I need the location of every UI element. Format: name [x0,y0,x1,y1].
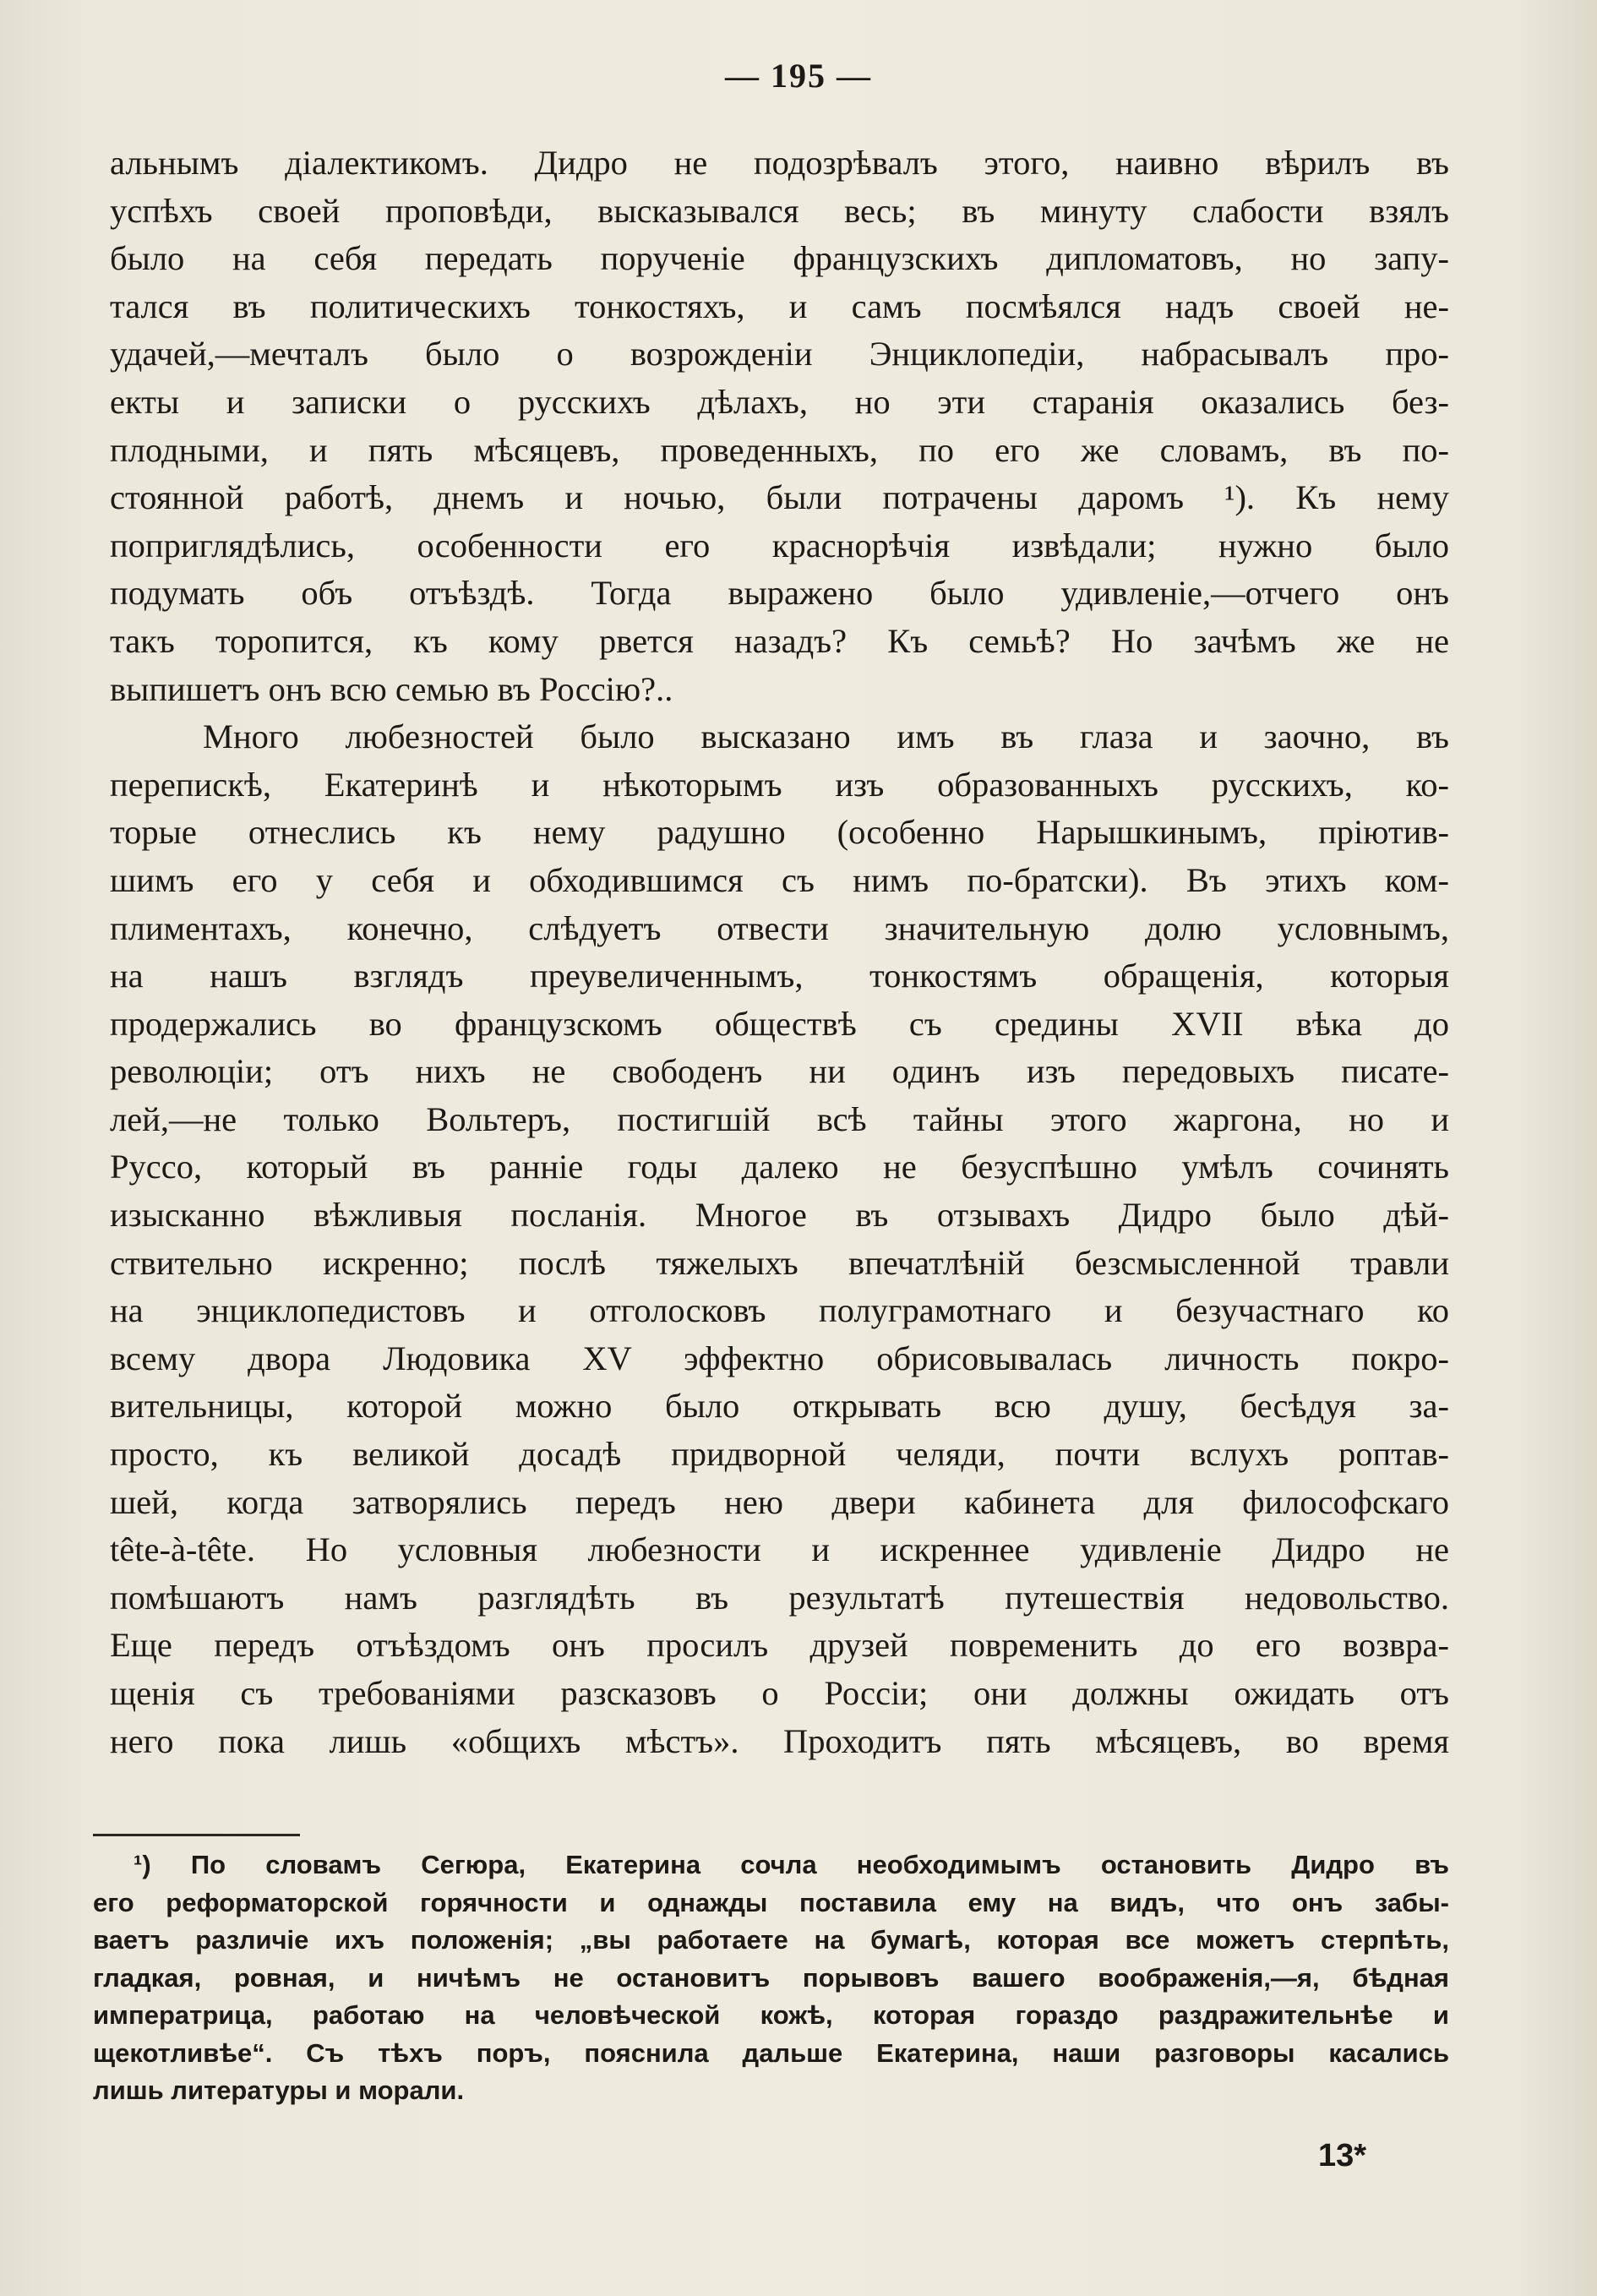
paragraph-1 [110,139,1449,713]
text-line: всему двора Людовика XV эффектно обрисовывалась личность покро- [110,1339,1449,1377]
text-line: него пока лишь «общихъ мѣстъ». Проходитъ пять мѣсяцевъ, во время [110,1721,1449,1760]
text-line: удачей,—мечталъ было о возрожденіи Энциклопедіи, набрасывалъ про- [110,335,1449,374]
text-line: Много любезностей было высказано имъ въ глаза и заочно, въ [203,717,1449,756]
text-line: выпишетъ онъ всю семью въ Россію?.. [110,669,673,708]
text-line: революціи; отъ нихъ не свободенъ ни одинъ изъ передовыхъ писате- [110,1052,1449,1091]
text-line: было на себя передать порученіе французскихъ дипломатовъ, но запу- [110,239,1449,278]
text-line: стоянной работѣ, днемъ и ночью, были потрачены даромъ ¹). Къ нему [110,478,1449,517]
footnote-line: ваетъ различіе ихъ положенія; „вы работаете на бумагѣ, которая все можетъ стерпѣть, [93,1925,1449,1955]
text-line: тался въ политическихъ тонкостяхъ, и самъ посмѣялся надъ своей не- [110,286,1449,325]
text-line: просто, къ великой досадѣ придворной челяди, почти вслухъ роптав- [110,1435,1449,1474]
text-line: продержались во французскомъ обществѣ съ средины XVII вѣка до [110,1004,1449,1043]
text-line: плиментахъ, конечно, слѣдуетъ отвести значительную долю условнымъ, [110,908,1449,947]
text-line: tête-à-tête. Но условныя любезности и искреннее удивленіе Дидро не [110,1530,1449,1569]
footnote [93,1846,1449,2110]
text-line: альнымъ діалектикомъ. Дидро не подозрѣвалъ этого, наивно вѣрилъ въ [110,144,1449,182]
text-line: екты и записки о русскихъ дѣлахъ, но эти старанія оказались без- [110,382,1449,421]
footnote-line: щекотливѣе“. Съ тѣхъ поръ, пояснила дальше Екатерина, наши разговоры касались [93,2037,1449,2068]
text-line: перепискѣ, Екатеринѣ и нѣкоторымъ изъ образованныхъ русскихъ, ко- [110,765,1449,804]
page-number-header: — 195 — [725,57,872,95]
printer-signature-mark: 13* [1318,2138,1367,2173]
text-line: вительницы, которой можно было открывать всю душу, бесѣдуя за- [110,1387,1449,1426]
footnote-line: лишь литературы и морали. [93,2075,465,2105]
text-line: щенія съ требованіями разсказовъ о Россіи; они должны ожидать отъ [110,1674,1449,1712]
text-line: помѣшаютъ намъ разглядѣть въ результатѣ путешествія недовольство. [110,1578,1449,1617]
footnote-line: ¹) По словамъ Сегюра, Екатерина сочла необходимымъ остановить Дидро въ [134,1850,1449,1879]
text-line: поприглядѣлись, особенности его краснорѣчія извѣдали; нужно было [110,526,1449,564]
text-line: торые отнеслись къ нему радушно (особенно Нарышкинымъ, пріютив- [110,813,1449,852]
paragraph-2 [110,713,1449,1765]
footnote-divider [93,1834,300,1836]
text-line: Руссо, который въ ранніе годы далеко не безуспѣшно умѣлъ сочинять [110,1148,1449,1186]
text-line: шимъ его у себя и обходившимся съ нимъ по-братски). Въ этихъ ком- [110,860,1449,899]
text-line: плодными, и пять мѣсяцевъ, проведенныхъ, по его же словамъ, въ по- [110,430,1449,469]
text-line: такъ торопится, къ кому рвется назадъ? Къ семьѣ? Но зачѣмъ же не [110,621,1449,660]
main-text [110,139,1449,1765]
footnote-line: его реформаторской горячности и однажды поставила ему на видъ, что онъ забы- [93,1887,1449,1917]
text-line: успѣхъ своей проповѣди, высказывался весь; въ минуту слабости взялъ [110,191,1449,230]
text-line: шей, когда затворялись передъ нею двери кабинета для философскаго [110,1482,1449,1521]
text-line: подумать объ отъѣздѣ. Тогда выражено было удивленіе,—отчего онъ [110,574,1449,613]
footnote-line: императрица, работаю на человѣческой кожѣ, которая гораздо раздражительнѣе и [93,2000,1449,2030]
text-line: на энциклопедистовъ и отголосковъ полуграмотнаго и безучастнаго ко [110,1291,1449,1330]
text-line: лей,—не только Вольтеръ, постигшій всѣ тайны этого жаргона, но и [110,1099,1449,1138]
footnote-line: гладкая, ровная, и ничѣмъ не остановитъ порывовъ вашего воображенія,—я, бѣдная [93,1962,1449,1993]
text-line: изысканно вѣжливыя посланія. Многое въ отзывахъ Дидро было дѣй- [110,1196,1449,1235]
text-line: на нашъ взглядъ преувеличеннымъ, тонкостямъ обращенія, которыя [110,957,1449,995]
text-line: Еще передъ отъѣздомъ онъ просилъ друзей повременить до его возвра- [110,1626,1449,1665]
text-line: ствительно искренно; послѣ тяжелыхъ впечатлѣній безсмысленной травли [110,1243,1449,1282]
